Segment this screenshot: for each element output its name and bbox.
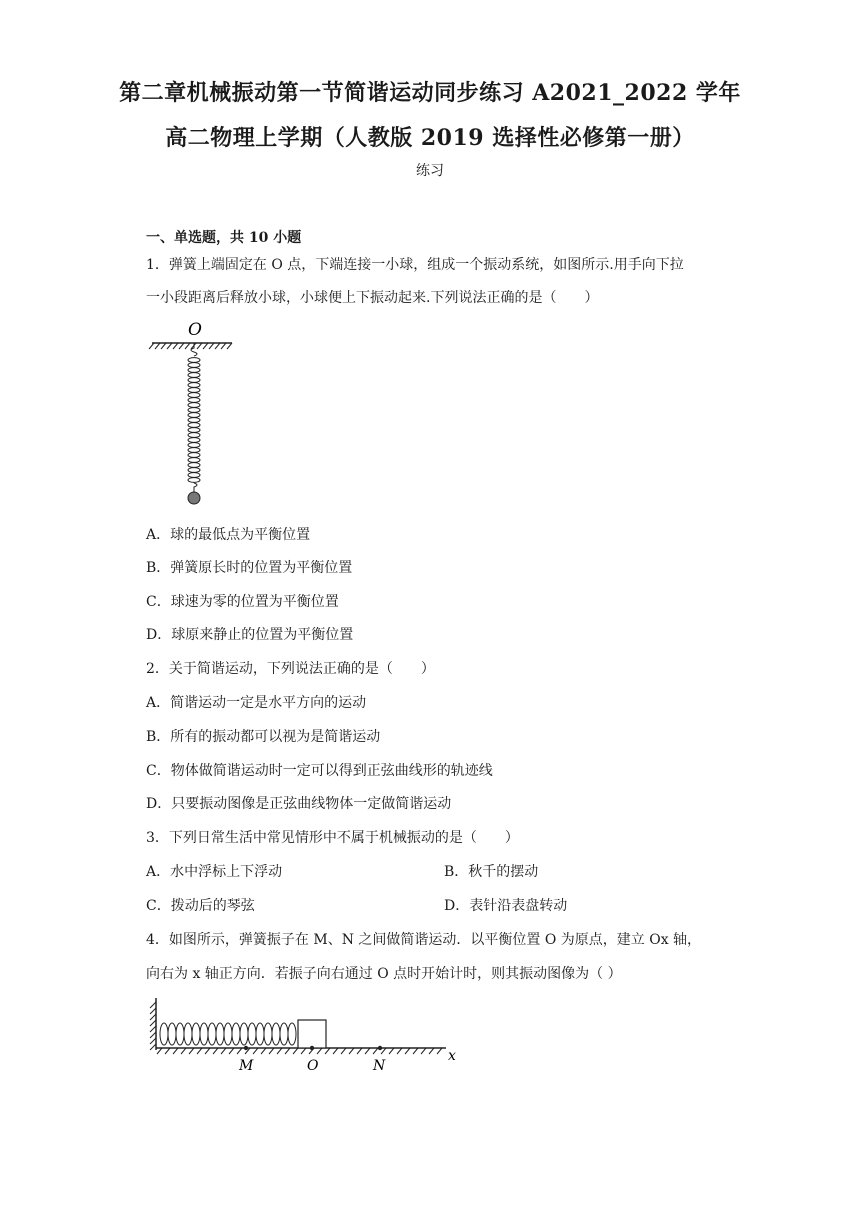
q1-option-a: A．球的最低点为平衡位置 — [146, 527, 311, 543]
point-n — [378, 1046, 382, 1050]
label-m: M — [239, 1058, 254, 1074]
label-x-axis: x — [448, 1048, 456, 1064]
q2-option-d: D．只要振动图像是正弦曲线物体一定做简谐运动 — [146, 796, 452, 812]
ball — [188, 492, 200, 504]
q4-spring-oscillator-figure — [148, 992, 468, 1074]
spring-coils — [160, 1023, 296, 1045]
q4-stem-line-2: 向右为 x 轴正方向．若振子向右通过 O 点时开始计时，则其振动图像为（ ） — [146, 966, 622, 982]
document-title-line-2: 高二物理上学期（人教版 2019 选择性必修第一册） — [165, 125, 695, 151]
q1-option-c: C．球速为零的位置为平衡位置 — [146, 594, 339, 610]
vertical-spring-diagram — [148, 318, 248, 510]
q2-option-b: B．所有的振动都可以视为是简谐运动 — [146, 729, 381, 745]
q3-option-c: C．拨动后的琴弦 — [146, 898, 255, 914]
q3-option-d: D．表针沿表盘转动 — [444, 898, 568, 914]
horizontal-spring-diagram — [148, 992, 468, 1074]
q2-option-c: C．物体做简谐运动时一定可以得到正弦曲线形的轨迹线 — [146, 763, 493, 779]
q1-spring-figure — [148, 318, 248, 510]
q3-stem: 3．下列日常生活中常见情形中不属于机械振动的是（ ） — [146, 830, 519, 846]
label-o: O — [307, 1058, 319, 1074]
oscillator-block — [298, 1020, 326, 1048]
point-o — [310, 1046, 314, 1050]
q3-option-a: A．水中浮标上下浮动 — [146, 864, 283, 880]
q3-option-b: B．秋千的摆动 — [444, 864, 539, 880]
section-heading: 一、单选题，共 10 小题 — [146, 230, 302, 246]
q1-option-d: D．球原来静止的位置为平衡位置 — [146, 627, 354, 643]
document-subtitle: 练习 — [416, 163, 444, 179]
point-m — [244, 1046, 248, 1050]
q1-option-b: B．弹簧原长时的位置为平衡位置 — [146, 560, 353, 576]
q1-stem-line-1: 1．弹簧上端固定在 O 点，下端连接一小球，组成一个振动系统，如图所示.用手向下拉 — [146, 257, 684, 273]
document-title-line-1: 第二章机械振动第一节简谐运动同步练习 A2021_2022 学年 — [119, 80, 741, 106]
q1-point-label: O — [188, 320, 202, 340]
q2-option-a: A．简谐运动一定是水平方向的运动 — [146, 695, 367, 711]
label-n: N — [373, 1058, 386, 1074]
q1-stem-line-2: 一小段距离后释放小球，小球便上下振动起来.下列说法正确的是（ ） — [146, 290, 599, 306]
q4-stem-line-1: 4．如图所示，弹簧振子在 M、N 之间做简谐运动．以平衡位置 O 为原点，建立 Ox 轴， — [146, 932, 702, 948]
q2-stem: 2．关于简谐运动，下列说法正确的是（ ） — [146, 661, 435, 677]
